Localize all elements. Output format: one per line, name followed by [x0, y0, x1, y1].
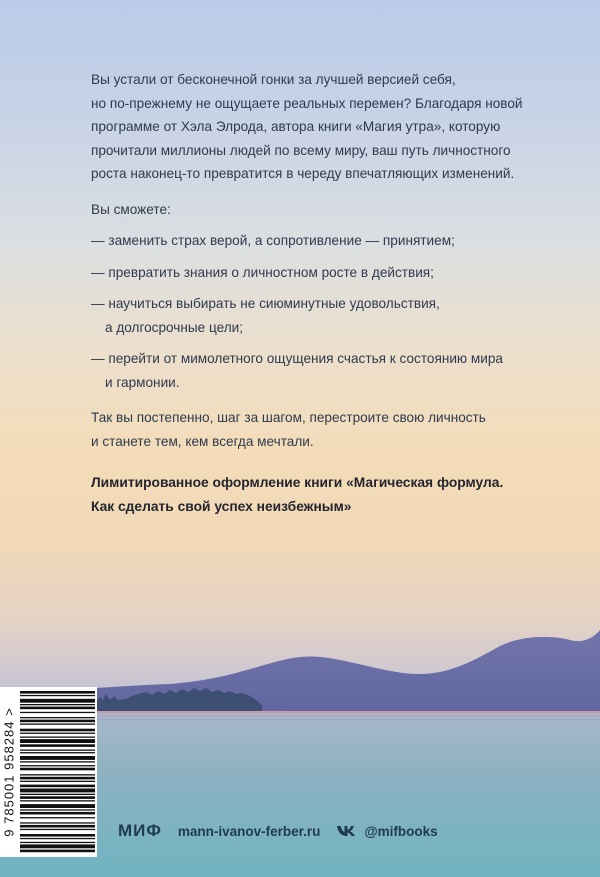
list-item-line: — заменить страх верой, а сопротивление — принятием; [91, 233, 455, 248]
vk-icon[interactable] [336, 824, 356, 838]
barcode-number: 9 785001 958284 > [1, 707, 17, 837]
limited-edition-note [91, 471, 571, 518]
intro-line: прочитали миллионы людей по всему миру, ваш путь личностного [91, 142, 511, 158]
list-item-line: — перейти от мимолетного ощущения счастья к состоянию мира [91, 351, 503, 366]
list-item [91, 261, 571, 285]
benefits-list [91, 229, 571, 394]
annotation-text [91, 68, 571, 518]
shore-reflection-blue [95, 719, 600, 720]
isbn-barcode [0, 687, 97, 857]
closing-paragraph [91, 406, 571, 453]
publisher-logo: МИФ [118, 821, 162, 840]
intro-line: роста наконец-то превратится в череду впечатляющих изменений. [91, 166, 515, 181]
edition-line: Как сделать свой успех неизбежным» [91, 498, 352, 514]
list-item [91, 292, 571, 339]
list-intro: Вы сможете: [91, 201, 171, 217]
list-item-line: и гармонии. [105, 374, 180, 390]
social-handle-link[interactable]: @mifbooks [364, 823, 438, 839]
closing-line: Так вы постепенно, шаг за шагом, перестроите свою личность [91, 410, 486, 425]
list-item-line: а долгосрочные цели; [105, 319, 244, 335]
closing-line: и станете тем, кем всегда мечтали. [91, 433, 314, 449]
intro-line: программе от Хэла Элрода, автора книги «Магия утра», которую [91, 119, 501, 134]
shore-reflection-pink [95, 711, 600, 713]
shore-reflection-lilac [95, 715, 600, 717]
intro-paragraph [91, 68, 571, 186]
list-item [91, 229, 571, 253]
barcode-digits [0, 687, 18, 857]
intro-line: но по-прежнему не ощущаете реальных перемен? Благодаря новой [91, 95, 523, 111]
publisher-website-link[interactable]: mann-ivanov-ferber.ru [177, 823, 321, 839]
barcode-bars [18, 687, 97, 857]
list-item-line: — превратить знания о личностном росте в действия; [91, 264, 434, 280]
publisher-footer [118, 818, 438, 844]
intro-line: Вы устали от бесконечной гонки за лучшей версией себя, [91, 72, 456, 87]
edition-line: Лимитированное оформление книги «Магическая формула. [91, 475, 504, 490]
list-item [91, 347, 571, 394]
list-item-line: — научиться выбирать не сиюминутные удовольствия, [91, 296, 440, 311]
